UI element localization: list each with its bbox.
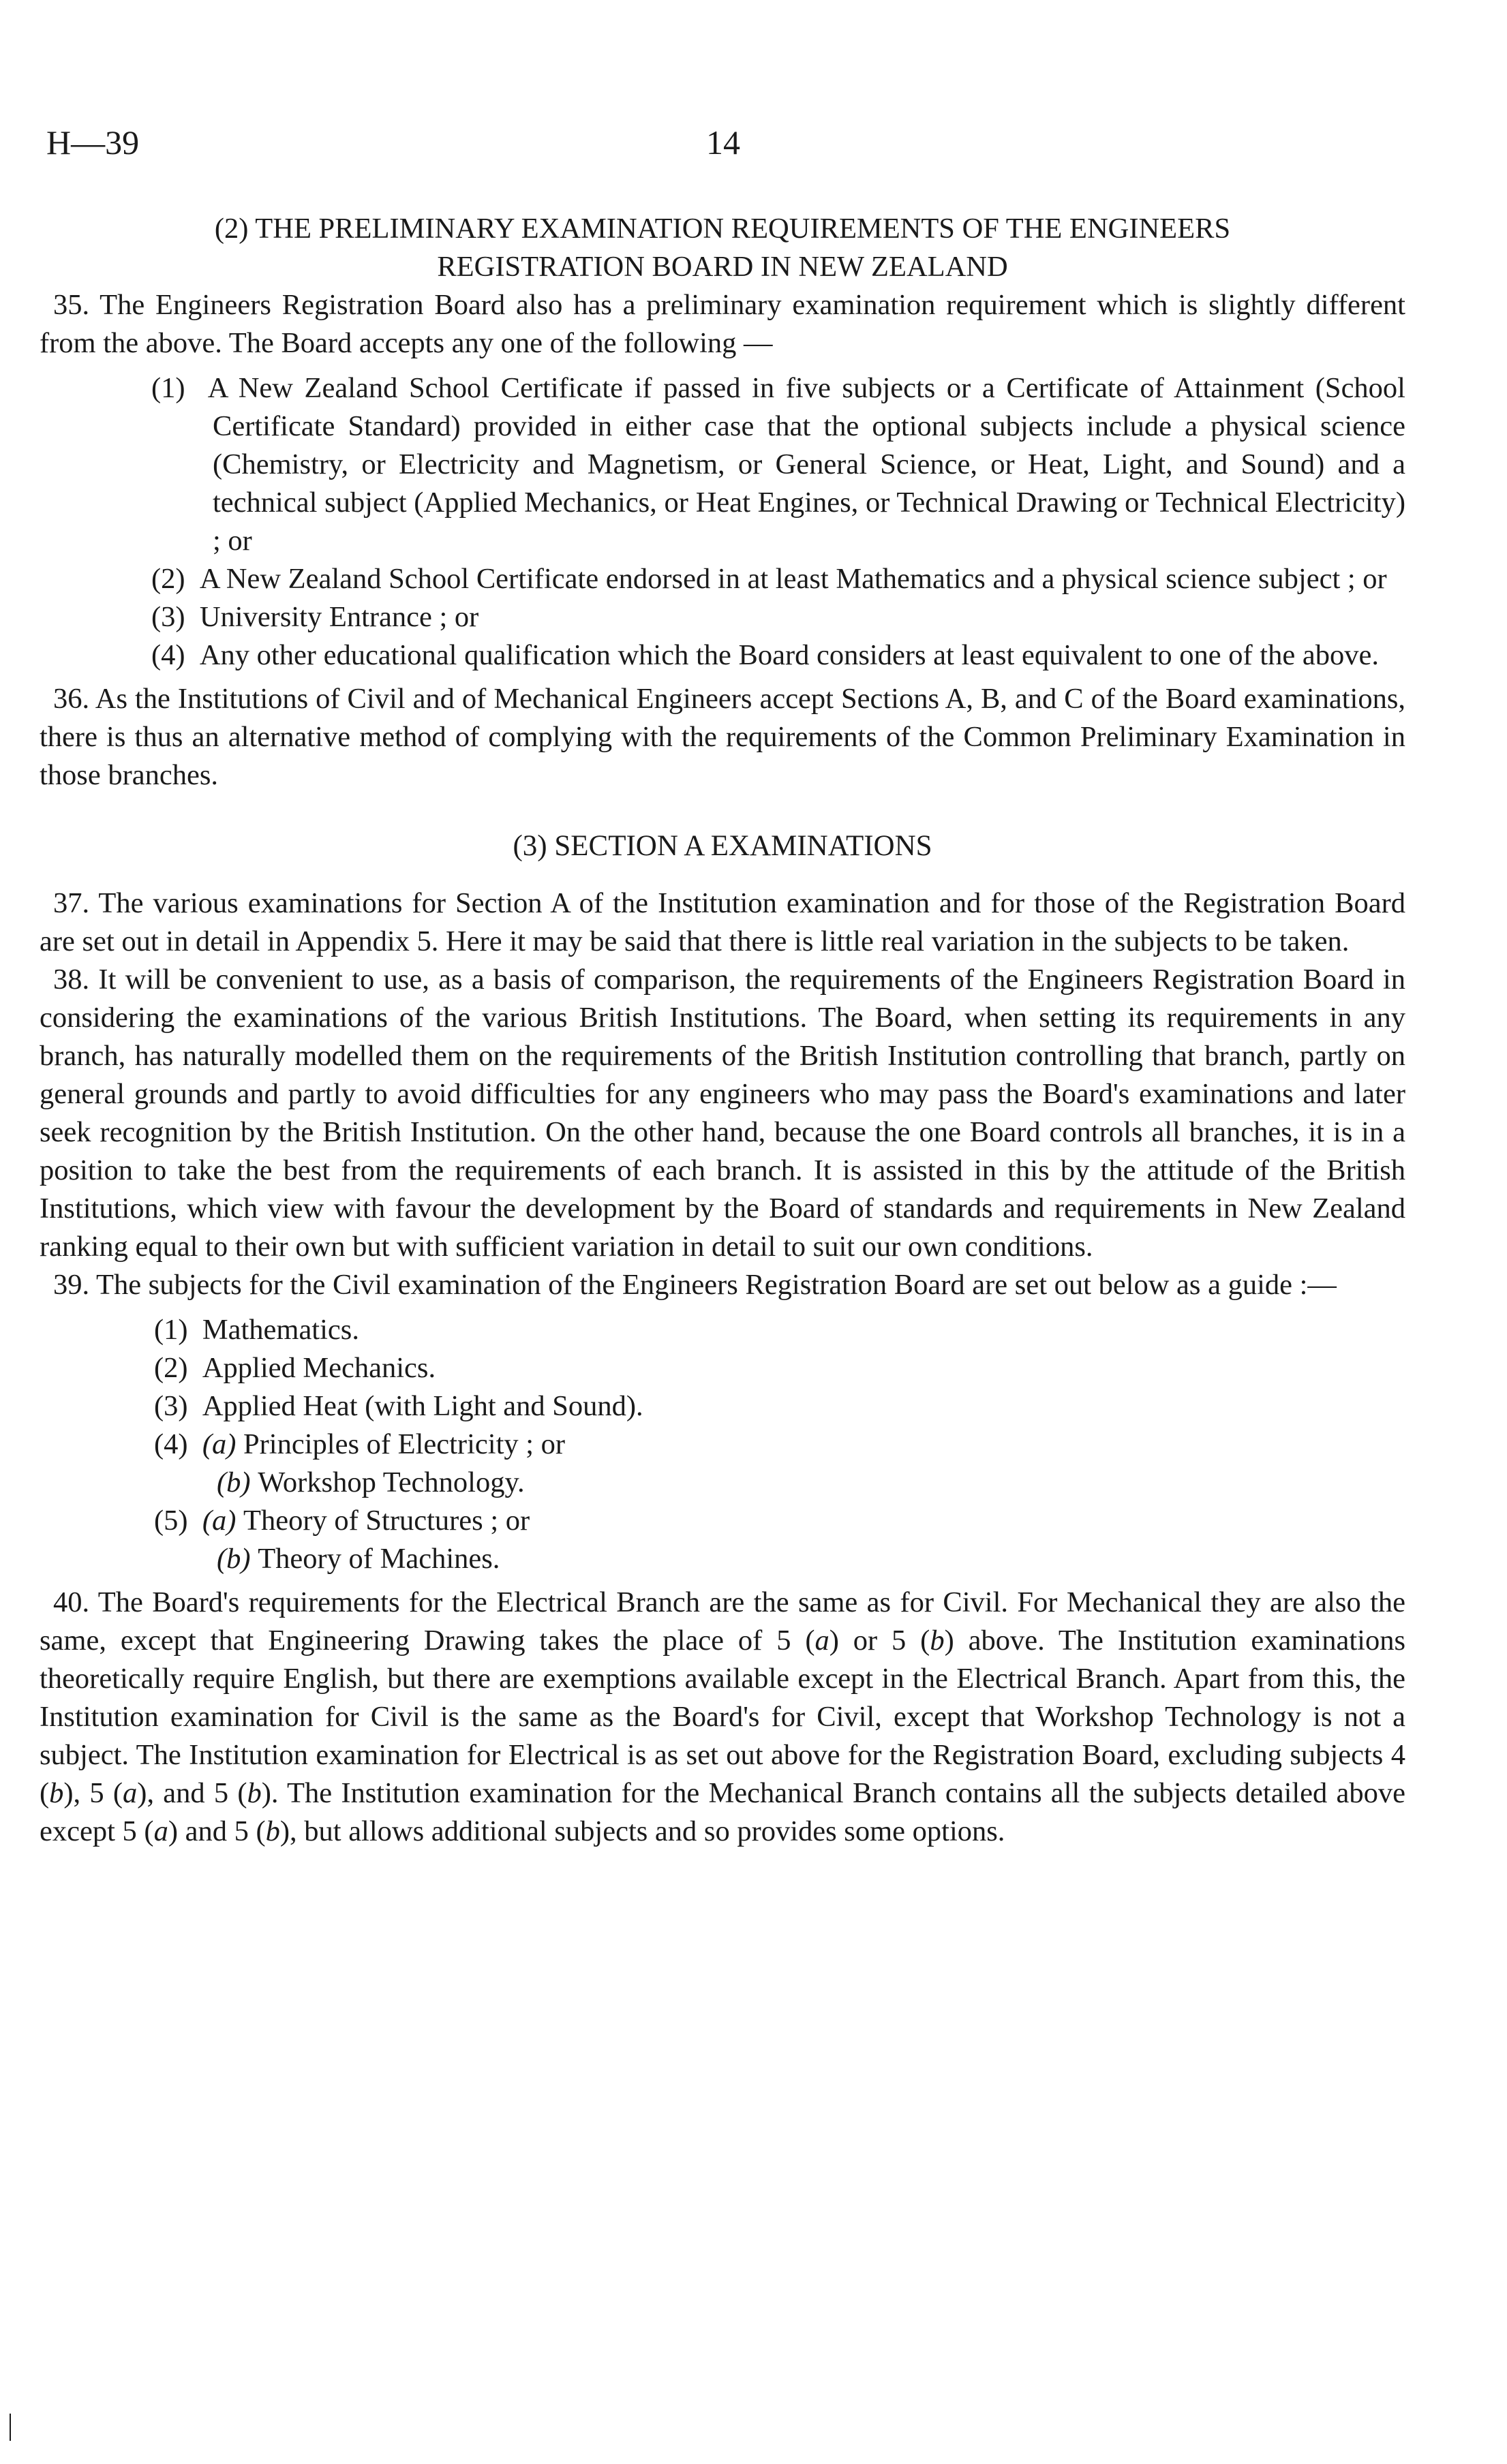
text-run: ), and 5 (: [137, 1777, 247, 1809]
list-item: [40, 1311, 1405, 1349]
item-number: (2): [154, 1352, 188, 1384]
italic-letter: a: [123, 1777, 138, 1809]
item-number: (4): [151, 639, 185, 671]
paragraph-35: 35. The Engineers Registration Board also has a preliminary examination requirement which is slightly different from the above. The Board accepts any one of the following —: [40, 289, 1405, 359]
item-text: Principles of Electricity ; or: [243, 1428, 566, 1460]
list-item: [40, 1349, 1405, 1387]
paragraph-36: 36. As the Institutions of Civil and of Mechanical Engineers accept Sections A, B, and C of the Board examinations, there is thus an alternative method of complying with the requirements of the Common Preliminary Examination in those branches.: [40, 683, 1405, 791]
list-item: [40, 1540, 1405, 1578]
text-run: ), but allows additional subjects and so provides some options.: [279, 1815, 1005, 1847]
italic-letter: a: [153, 1815, 168, 1847]
item-text: A New Zealand School Certificate if passed in five subjects or a Certificate of Attainment (School Certificate Standard) provided in either case that the optional subjects include a physical science (Chemistry, or Electricity and Magnetism, or General Science, or Heat, Light, and Sound) and a technical subject (Applied Mechanics, or Heat Engines, or Technical Drawing or Technical Electricity) ; or: [207, 372, 1405, 557]
item-text: A New Zealand School Certificate endorsed in at least Mathematics and a physical science subject ; or: [199, 563, 1387, 595]
italic-letter: a: [815, 1624, 829, 1657]
item-text: Workshop Technology.: [258, 1466, 525, 1498]
item-number: (5): [154, 1505, 188, 1537]
text-run: ) and 5 (: [168, 1815, 266, 1847]
text-run: 40. The Board's requirements for the Electrical Branch are the same as for Civil. For Mechanical they are also the same, except that Engineering Drawing takes the place of 5 (: [40, 1586, 1405, 1657]
item-text: Theory of Structures ; or: [243, 1505, 530, 1537]
item-number: (4): [154, 1428, 188, 1460]
list-item: [40, 598, 1405, 636]
item-number: (1): [154, 1314, 188, 1346]
list-item: [40, 636, 1405, 675]
item-sub-label: (a): [202, 1505, 237, 1537]
item-number: (3): [154, 1390, 188, 1422]
accepted-qualifications-list: [40, 369, 1405, 675]
item-text: Theory of Machines.: [258, 1543, 500, 1575]
text-run: ). The Institution examination for the Mechanical Branch contains all the subjects detailed above except 5 (: [40, 1777, 1405, 1847]
section-2-heading-line-1: (2) THE PRELIMINARY EXAMINATION REQUIREMENTS OF THE ENGINEERS: [214, 213, 1231, 245]
paragraph-40: [40, 1584, 1405, 1851]
text-run: ) or 5 (: [829, 1624, 930, 1657]
italic-letter: b: [265, 1815, 280, 1847]
list-item: [40, 1464, 1405, 1502]
text-run: ) above. The Institution examinations theoretically require English, but there are exemptions available except in the Electrical Branch. Apart from this, the Institution examination for Civil is the same as the Board's for Civil, except that Workshop Technology is not a subject. The Institution examination for Electrical is as set out above for the Registration Board, excluding subjects 4 (: [40, 1624, 1405, 1809]
item-sub-label: (a): [202, 1428, 237, 1460]
item-number: (1): [151, 372, 185, 404]
document-code: H—39: [46, 123, 140, 161]
item-text: University Entrance ; or: [199, 601, 479, 633]
item-text: Applied Heat (with Light and Sound).: [202, 1390, 643, 1422]
item-text: Mathematics.: [202, 1314, 359, 1346]
paragraph-37: 37. The various examinations for Section A of the Institution examination and for those of the Registration Board are set out in detail in Appendix 5. Here it may be said that there is little real variation in the subjects to be taken.: [40, 887, 1405, 957]
item-number: (3): [151, 601, 185, 633]
item-sub-label: (b): [217, 1466, 251, 1498]
item-sub-label: (b): [217, 1543, 251, 1575]
list-item: [40, 369, 1405, 560]
item-number: (2): [151, 563, 185, 595]
scan-edge-mark: [10, 2414, 11, 2441]
list-item: [40, 1502, 1405, 1540]
italic-letter: b: [930, 1624, 945, 1657]
italic-letter: b: [49, 1777, 64, 1809]
italic-letter: b: [247, 1777, 262, 1809]
page-number: 14: [706, 123, 740, 161]
page-body: [40, 210, 1405, 1851]
list-item: [40, 1426, 1405, 1464]
section-2-heading-line-2: REGISTRATION BOARD IN NEW ZEALAND: [437, 251, 1008, 283]
item-text: Applied Mechanics.: [202, 1352, 436, 1384]
paragraph-39: 39. The subjects for the Civil examination of the Engineers Registration Board are set out below as a guide :—: [53, 1269, 1337, 1301]
civil-subjects-list: [40, 1311, 1405, 1578]
section-3-heading: (3) SECTION A EXAMINATIONS: [513, 830, 932, 862]
item-text: Any other educational qualification which the Board considers at least equivalent to one of the above.: [199, 639, 1379, 671]
text-run: ), 5 (: [63, 1777, 123, 1809]
list-item: [40, 1387, 1405, 1426]
list-item: [40, 560, 1405, 598]
paragraph-38: 38. It will be convenient to use, as a basis of comparison, the requirements of the Engineers Registration Board in considering the examinations of the various British Institutions. The Board, when setting its requirements in any branch, has naturally modelled them on the requirements of the British Institution controlling that branch, partly on general grounds and partly to avoid difficulties for any engineers who may pass the Board's examinations and later seek recognition by the British Institution. On the other hand, because the one Board controls all branches, it is in a position to take the best from the requirements of each branch. It is assisted in this by the attitude of the British Institutions, which view with favour the development by the Board of standards and requirements in New Zealand ranking equal to their own but with sufficient variation in detail to suit our own conditions.: [40, 964, 1405, 1263]
